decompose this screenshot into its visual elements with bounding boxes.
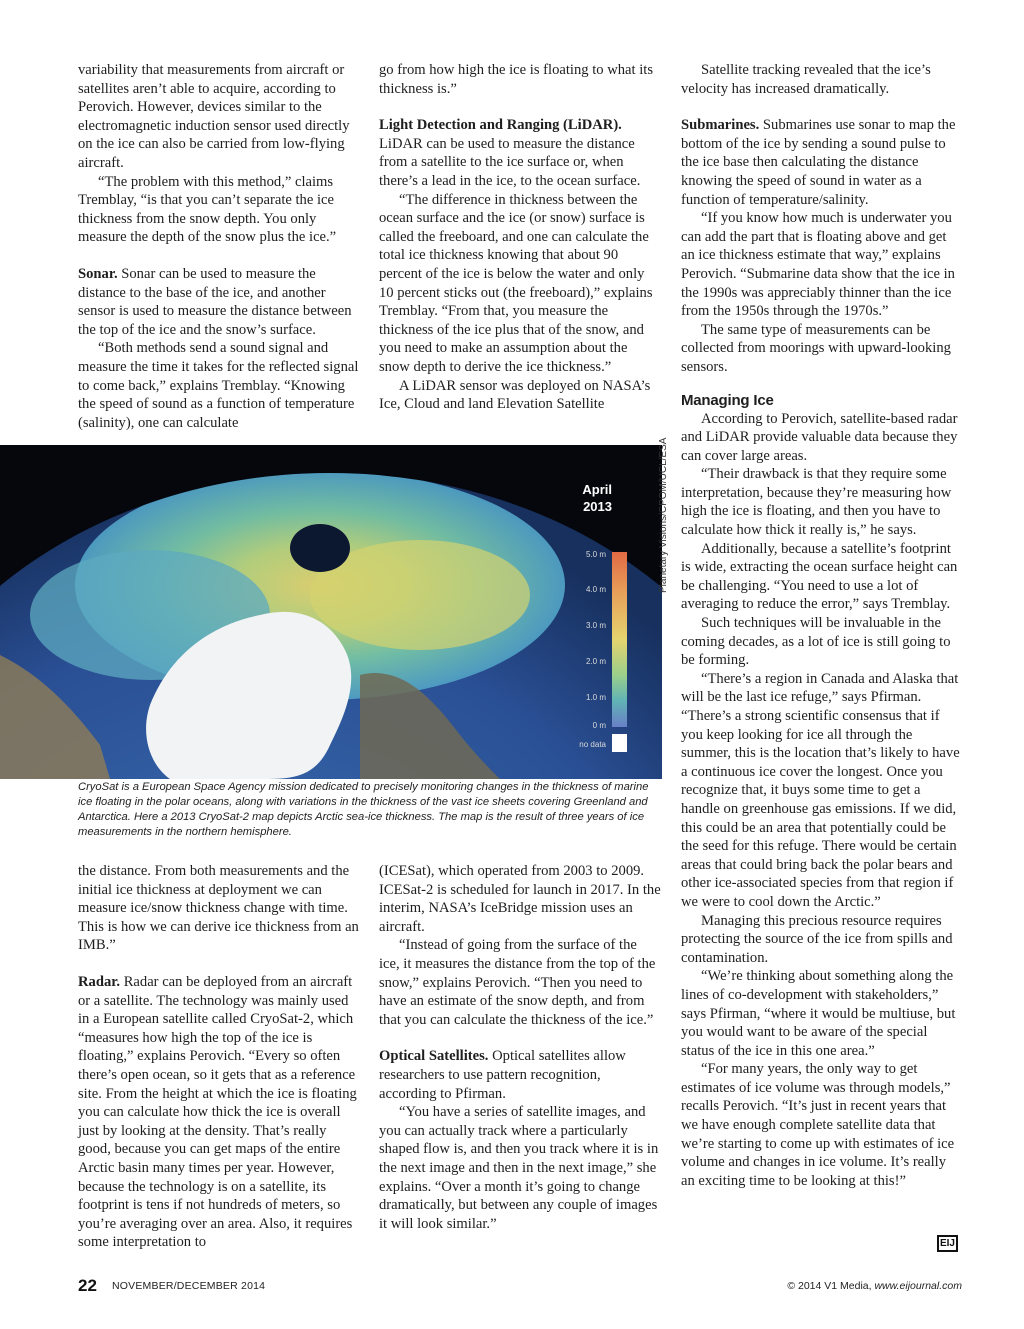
map-date-month: April [582,482,612,497]
column-left-bottom [78,862,360,1252]
paragraph: the distance. From both measurements and the initial ice thickness at deployment we can measure ice/snow thickness change with time. This is how we can derive ice thickness from an IMB.” [78,863,359,954]
legend-label: 3.0 m [585,621,606,630]
legend-color-bar [612,552,627,727]
column-right [681,61,963,1190]
map-date-year: 2013 [583,499,612,514]
run-in-heading: Radar. [78,973,121,990]
end-mark-logo: EIJ [937,1235,958,1252]
paragraph: “The difference in thickness between the ocean surface and the ice (or snow) surface is called the freeboard, and one can calculate the total ice thickness knowing that about 90 percent of the ice is below the water and only 10 percent sticks out (the freeboard),” explains Tremblay. “From that, you measure the thickness of the ice plus that of the snow, and you need to make an assumption about the snow depth to derive the ice thickness.” [379,191,653,375]
paragraph: Sonar. Sonar can be used to measure the distance to the base of the ice, and another sensor is used to measure the distance between the top of the ice and the snow’s surface. [78,265,352,338]
page-number: 22 [78,1276,97,1295]
paragraph: “For many years, the only way to get estimates of ice volume was through models,” recalls Perovich. “It’s just in recent years that we have enough complete satellite data that we’re starting to come up with estimates of ice volume and changes in ice volume. It’s really an exciting time to be looking at this!” [681,1061,955,1189]
paragraph: According to Perovich, satellite-based radar and LiDAR provide valuable data because they can cover large areas. [681,410,958,464]
paragraph: Submarines. Submarines use sonar to map the bottom of the ice by sending a sound pulse to the ice base then calculating the distance knowing the speed of sound in water as a function of temperature/salinity. [681,117,956,208]
paragraph: Light Detection and Ranging (LiDAR). LiDAR can be used to measure the distance from a satellite to the ice surface or, when there’s a lead in the ice, to the ocean surface. [379,117,641,189]
paragraph: The same type of measurements can be collected from moorings with upward-looking sensors. [681,321,951,375]
paragraph: Optical Satellites. Optical satellites allow researchers to use pattern recognition, according to Pfirman. [379,1048,626,1102]
run-in-heading: Optical Satellites. [379,1048,489,1065]
legend-no-data-swatch [612,734,627,752]
paragraph: “Instead of going from the surface of the ice, it measures the distance from the top of the snow,” explains Perovich. “Then you need to have an estimate of the snow depth, and from that you can calculate the thickness of the ice.” [379,937,656,1028]
paragraph: “Their drawback is that they require some interpretation, because they’re measuring how high the ice is floating, and then you have to calculate how thick it really is,” he says. [681,466,952,539]
paragraph: variability that measurements from aircraft or satellites aren’t able to acquire, according to Perovich. However, devices similar to the electromagnetic induction sensor used directly on the ice can also be carried from low-flying aircraft. [78,62,350,171]
paragraph: Satellite tracking revealed that the ice’s velocity has increased dramatically. [681,62,931,97]
sea-ice-thickness-map [0,445,662,779]
paragraph: “Both methods send a sound signal and measure the time it takes for the reflected signal to come back,” explains Tremblay. “Knowing the speed of sound as a function of temperature (salinity), one can calculate [78,340,359,431]
paragraph: Additionally, because a satellite’s footprint is wide, extracting the ocean surface height can be challenging. “You need to use a lot of averaging to reduce the error,” says Tremblay. [681,540,958,613]
copyright-line: © 2014 V1 Media, www.eijournal.com [787,1280,962,1292]
paragraph: A LiDAR sensor was deployed on NASA’s Ice, Cloud and land Elevation Satellite [379,377,651,413]
issue-date: NOVEMBER/DECEMBER 2014 [112,1280,266,1292]
legend-label: 5.0 m [585,550,606,559]
paragraph: go from how high the ice is floating to what its thickness is.” [379,62,653,97]
paragraph: Managing this precious resource requires protecting the source of the ice from spills and contamination. [681,912,953,966]
photo-credit: Planetary Visions/CPOM/UCL/ESA [658,437,669,593]
legend-label: 1.0 m [585,693,606,702]
paragraph: (ICESat), which operated from 2003 to 2009. ICESat-2 is scheduled for launch in 2017. In the interim, NASA’s IceBridge mission uses an aircraft. [379,863,661,935]
legend-label: 0 m [592,721,606,730]
paragraph: “If you know how much is underwater you can add the part that is floating above and get an ice thickness estimate that way,” explains Perovich. “Submarine data show that the ice in the 1990s was appreciably thinner than the ice from the 1950s through the 1970s.” [681,210,955,320]
figure-caption: CryoSat is a European Space Agency mission dedicated to precisely monitoring changes in the thickness of marine ice floating in the polar oceans, along with variations in the thickness of the vast ice sheets covering Greenland and Antarctica. Here a 2013 CryoSat-2 map depicts Arctic sea-ice thickness. The map is the result of three years of ice measurements in the northern hemisphere. [78,781,649,838]
run-in-heading: Light Detection and Ranging (LiDAR). [379,117,622,134]
paragraph: “We’re thinking about something along the lines of co-development with stakeholders,” says Pfirman, “where it would be multiuse, but you would want to be aware of the special status of the ice in this one area.” [681,968,956,1059]
website-link[interactable]: www.eijournal.com [874,1280,962,1292]
column-middle-top [379,61,661,414]
paragraph: Radar. Radar can be deployed from an aircraft or a satellite. The technology was mainly used in a European satellite called CryoSat-2, which “measures how high the top of the ice is floating,” explains Perovich. “Every so often there’s open ocean, so it gets that as a reference site. From the height at which the ice is floating you can calculate how thick the ice is overall just by looking at the density. That’s really good, because you can get maps of the entire Arctic basin many times per year. However, because the technology is on a satellite, its footprint is tens if not hundreds of meters, so you’re averaging over an area. Also, it requires some interpretation to [78,973,357,1251]
paragraph: “There’s a region in Canada and Alaska that will be the last ice refuge,” says Pfirman. “There’s a strong scientific consensus that if you keep looking for ice all through the summer, this is the location that’s likely to have a continuous ice cover the longest. Once you recognize that, it buys some time to get a handle on greenhouse gas emissions. If we did, this could be an area that potentially could be the seed for this refuge. There would be certain areas that could bring back the polar bears and other ice-associated species from that region if we were to cool down the Arctic.” [681,670,960,910]
legend-label: 4.0 m [585,585,606,594]
paragraph: “You have a series of satellite images, and you can actually track where a particularly shaped flow is, and then you track where it is in the next image and then in the next image,” she explains. “Over a month it’s going to change dramatically, but between any couple of images it will look similar.” [379,1104,659,1232]
run-in-heading: Submarines. [681,117,760,134]
section-heading: Managing Ice [681,391,774,409]
legend-label: no data [579,740,606,749]
pole-hole [290,524,350,572]
paragraph: “The problem with this method,” claims Tremblay, “is that you can’t separate the ice thickness from the snow depth. You only measure the depth of the snow plus the ice.” [78,173,337,246]
column-left-top [78,61,360,432]
legend-label: 2.0 m [585,657,606,666]
run-in-heading: Sonar. [78,265,118,282]
column-middle-bottom [379,862,661,1233]
paragraph: Such techniques will be invaluable in the coming decades, as a lot of ice is still going to be forming. [681,615,951,669]
